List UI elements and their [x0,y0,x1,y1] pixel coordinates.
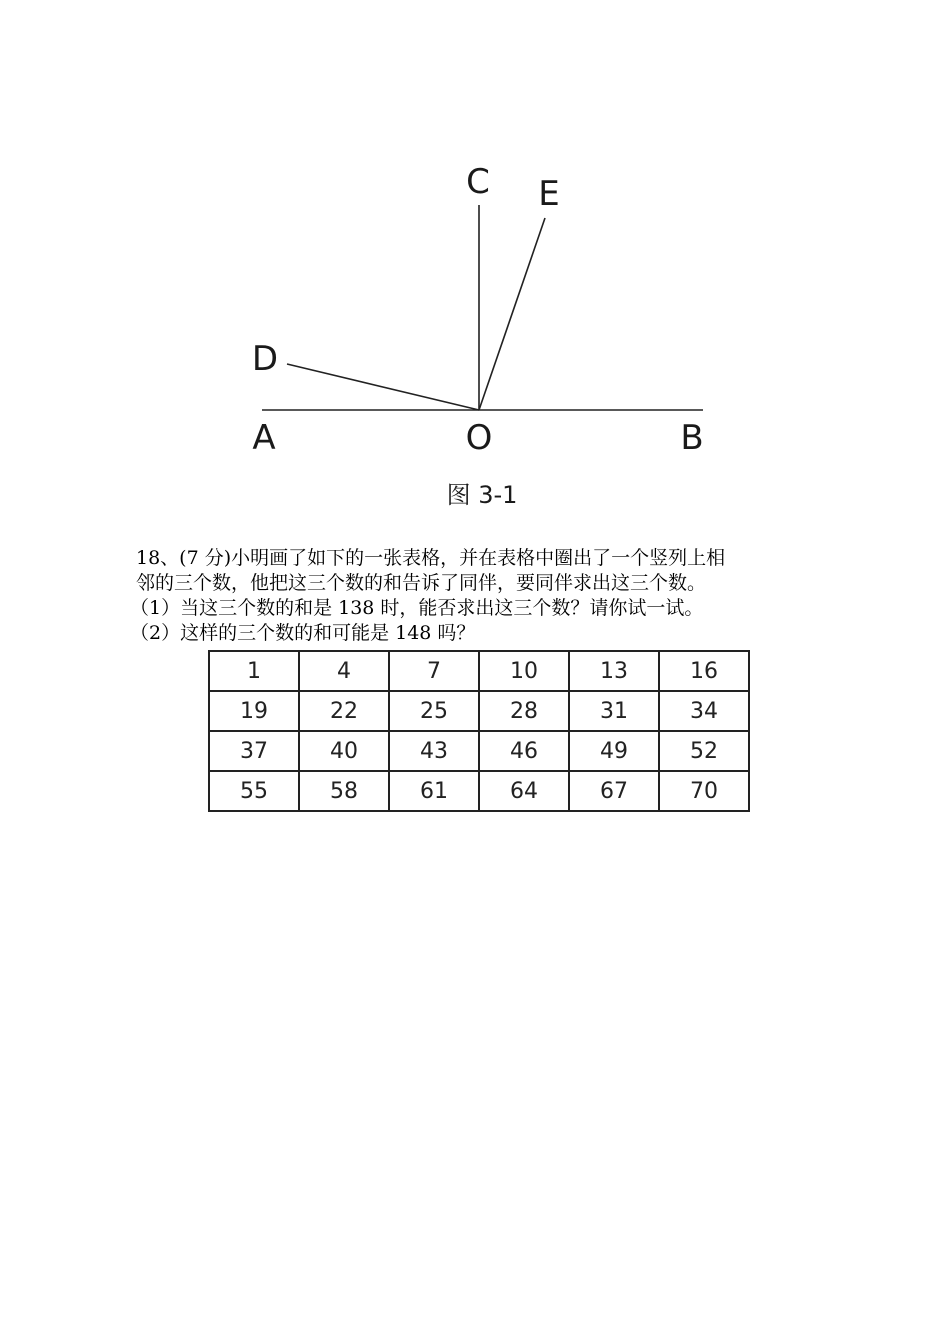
table-cell: 43 [389,731,479,771]
table-cell: 1 [209,651,299,691]
question-line-1: 18、(7 分)小明画了如下的一张表格，并在表格中圈出了一个竖列上相 [136,547,726,569]
table-cell: 28 [479,691,569,731]
table-row [209,691,749,731]
table-cell: 22 [299,691,389,731]
label-b: B [680,418,704,458]
label-d: D [251,339,279,379]
table-cell: 58 [299,771,389,811]
question-part-1: （1）当这三个数的和是 138 时，能否求出这三个数？请你试一试。 [130,597,704,619]
question-line-2: 邻的三个数，他把这三个数的和告诉了同伴，要同伴求出这三个数。 [136,572,707,594]
table-row [209,651,749,691]
table-cell: 52 [659,731,749,771]
number-table [208,650,750,812]
angle-figure [0,0,950,530]
table-cell: 13 [569,651,659,691]
question-18 [130,546,836,646]
label-e: E [538,174,560,214]
table-cell: 31 [569,691,659,731]
table-cell: 4 [299,651,389,691]
table-cell: 46 [479,731,569,771]
table-cell: 19 [209,691,299,731]
table-row [209,731,749,771]
table-cell: 16 [659,651,749,691]
table-cell: 40 [299,731,389,771]
table-cell: 34 [659,691,749,731]
table-cell: 61 [389,771,479,811]
label-a: A [252,418,276,458]
question-part-2: （2）这样的三个数的和可能是 148 吗？ [130,622,476,644]
table-cell: 55 [209,771,299,811]
ray-oe [479,218,545,410]
table-cell: 10 [479,651,569,691]
table-row [209,771,749,811]
label-o: O [465,418,493,458]
label-c: C [466,162,490,202]
figure-caption: 图 3-1 [446,481,518,509]
table-cell: 49 [569,731,659,771]
table-cell: 67 [569,771,659,811]
table-cell: 70 [659,771,749,811]
table-cell: 37 [209,731,299,771]
ray-od [287,364,479,410]
table-cell: 7 [389,651,479,691]
table-cell: 25 [389,691,479,731]
table-cell: 64 [479,771,569,811]
